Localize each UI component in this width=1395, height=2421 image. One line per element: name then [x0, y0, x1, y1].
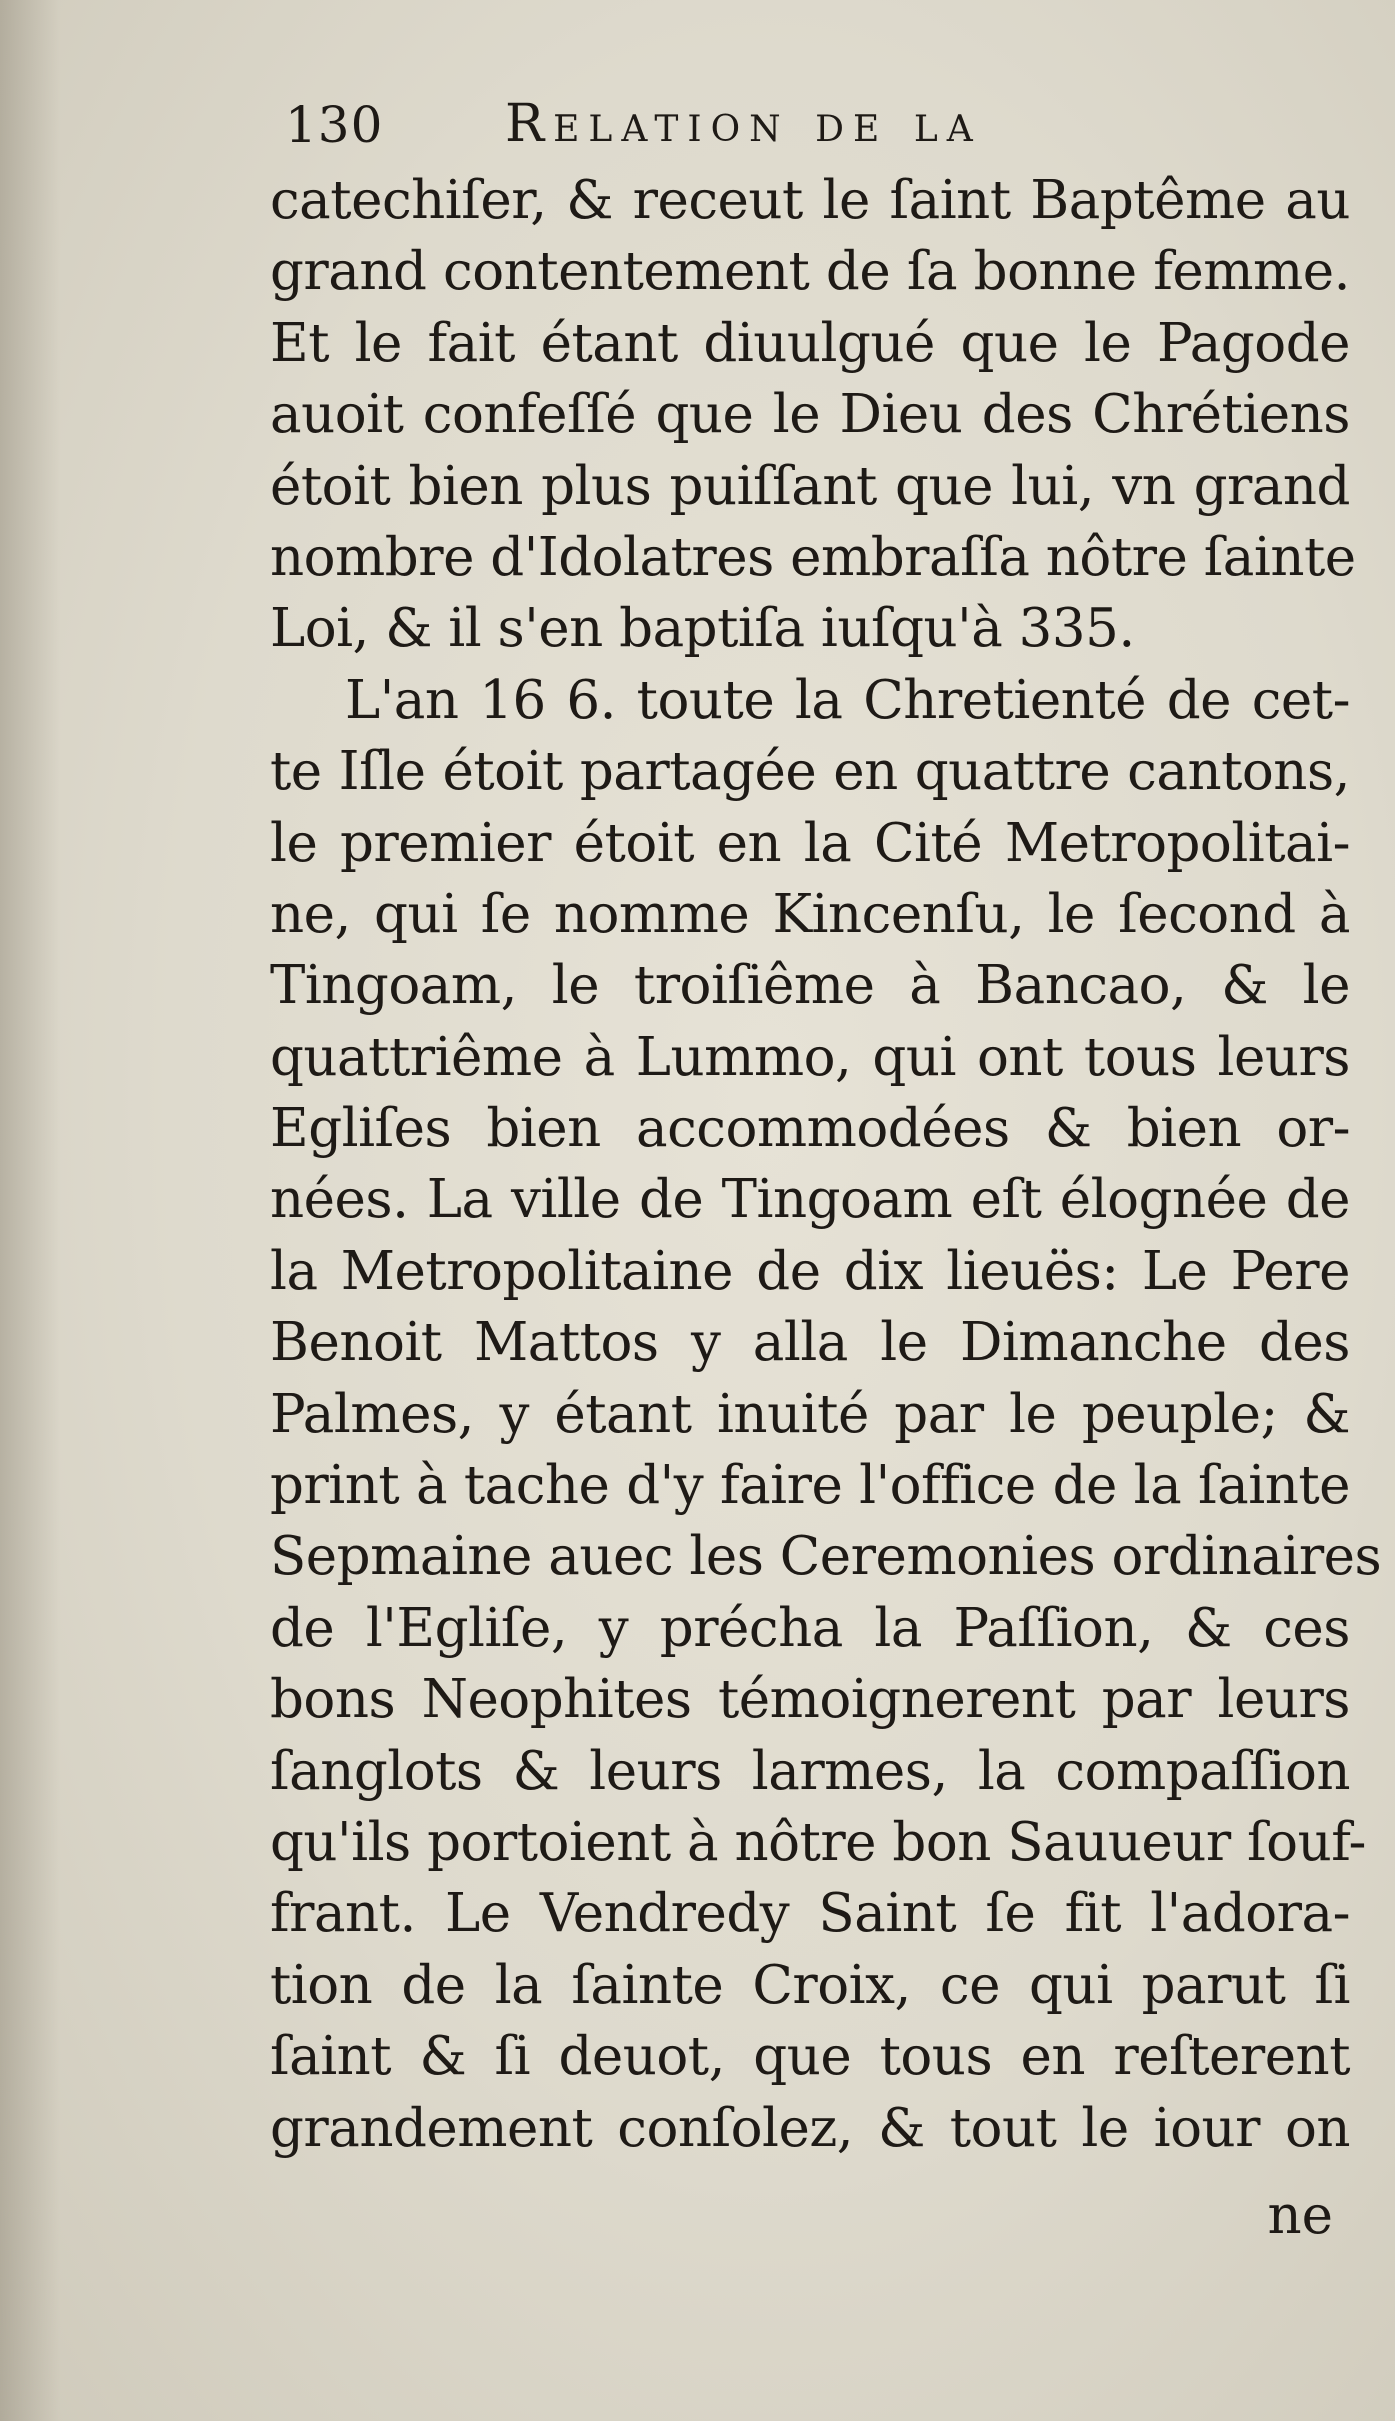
running-head: Relation de la: [505, 94, 982, 154]
text-line: ſaint & ſi deuot, que tous en reſterent: [270, 2026, 1350, 2088]
text-line: le premier étoit en la Cité Metropolitai-: [270, 812, 1350, 874]
text-line: catechiſer, & receut le ſaint Baptême au: [270, 170, 1350, 231]
text-line: Benoit Mattos y alla le Dimanche des: [270, 1312, 1350, 1374]
text-line: auoit confeſſé que le Dieu des Chrétiens: [270, 384, 1350, 446]
text-line: print à tache d'y faire l'office de la ſainte: [270, 1455, 1350, 1517]
text-line: nées. La ville de Tingoam eſt élognée de: [270, 1169, 1350, 1231]
text-line: Et le fait étant diuulgué que le Pagode: [270, 312, 1350, 374]
text-line: ne, qui ſe nomme Kincenſu, le ſecond à: [270, 883, 1350, 945]
text-line: qu'ils portoient à nôtre bon Sauueur ſouf-: [270, 1811, 1366, 1873]
text-line: te Iſle étoit partagée en quattre cantons,: [270, 741, 1350, 803]
paragraph-start-line: L'an 16 6. toute la Chretienté de cet-: [345, 669, 1350, 731]
page-number: 130: [285, 96, 384, 154]
text-line: étoit bien plus puiſſant que lui, vn grand: [270, 455, 1350, 517]
catchword: ne: [1267, 2185, 1333, 2246]
body-text: [270, 165, 1382, 2164]
text-line: Sepmaine auec les Ceremonies ordinaires: [270, 1526, 1382, 1588]
text-line: grand contentement de ſa bonne femme.: [270, 241, 1350, 303]
text-line: grandement conſolez, & tout le iour on: [270, 2097, 1350, 2159]
text-line: Palmes, y étant inuité par le peuple; &: [270, 1383, 1350, 1445]
text-line: bons Neophites témoignerent par leurs: [270, 1669, 1350, 1731]
page-header: [285, 88, 1335, 158]
page-edge-shadow: [0, 0, 60, 2421]
text-line: frant. Le Vendredy Saint ſe fit l'adora-: [270, 1883, 1350, 1945]
text-line: la Metropolitaine de dix lieuës: Le Pere: [270, 1240, 1350, 1302]
text-line: de l'Egliſe, y précha la Paſſion, & ces: [270, 1597, 1350, 1659]
text-line: quattriême à Lummo, qui ont tous leurs: [270, 1026, 1350, 1088]
text-line: Tingoam, le troiſiême à Bancao, & le: [270, 955, 1350, 1017]
text-line: tion de la ſainte Croix, ce qui parut ſi: [270, 1954, 1350, 2016]
text-line: nombre d'Idolatres embraſſa nôtre ſainte: [270, 526, 1356, 588]
text-line: ſanglots & leurs larmes, la compaſſion: [270, 1740, 1350, 1802]
text-line: Loi, & il s'en baptiſa iuſqu'à 335.: [270, 598, 1135, 660]
text-line: Egliſes bien accommodées & bien or-: [270, 1098, 1350, 1160]
